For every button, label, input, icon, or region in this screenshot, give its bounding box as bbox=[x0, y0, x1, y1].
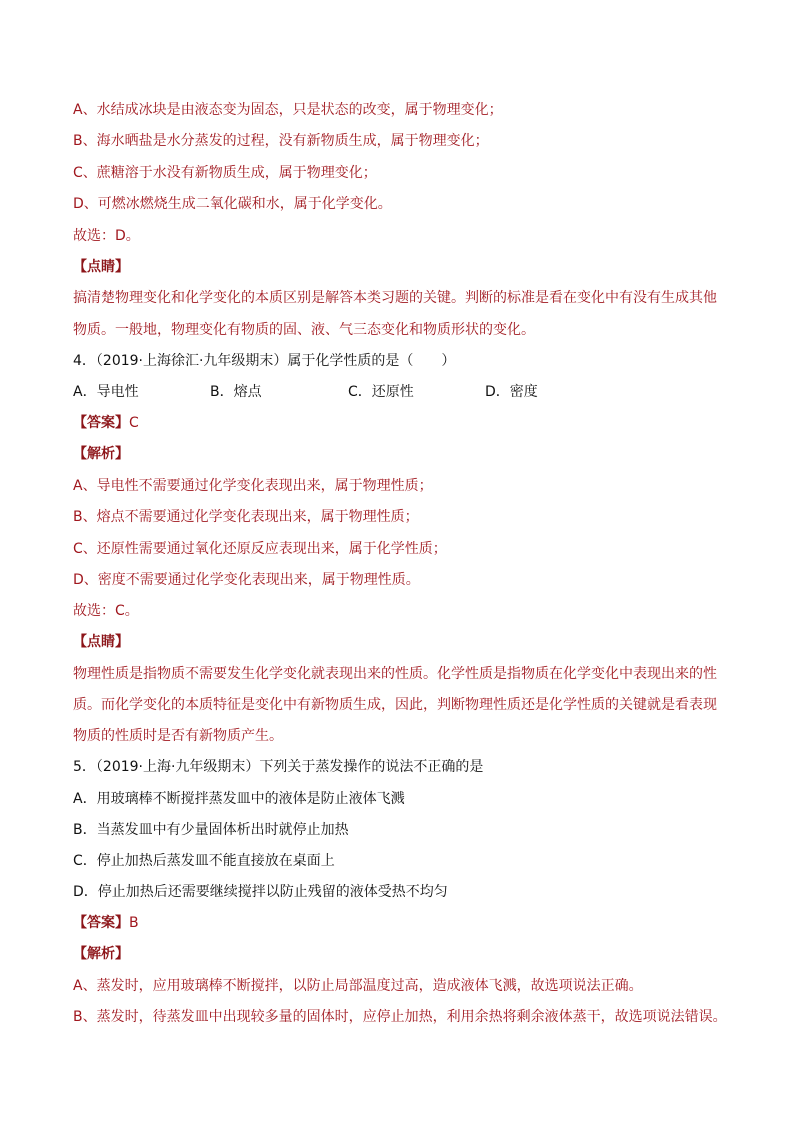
q4-comment-line-2: 质。而化学变化的本质特征是变化中有新物质生成，因此，判断物理性质还是化学性质的关键就是看表现 bbox=[73, 697, 717, 713]
q4-conclusion: 故选：C。 bbox=[73, 603, 139, 619]
q4-option-a: A．导电性 bbox=[73, 384, 139, 400]
q3-comment-label: 【点睛】 bbox=[73, 259, 129, 275]
q4-answer-label: 【答案】 bbox=[73, 415, 129, 431]
q5-option-b: B．当蒸发皿中有少量固体析出时就停止加热 bbox=[73, 822, 349, 838]
q3-comment-line-2: 物质。一般地，物理变化有物质的固、液、气三态变化和物质形状的变化。 bbox=[73, 322, 535, 338]
q3-analysis-line-b: B、海水晒盐是水分蒸发的过程，没有新物质生成，属于物理变化； bbox=[73, 133, 489, 149]
q4-answer bbox=[73, 414, 139, 432]
q4-stem: 4．（2019·上海徐汇·九年级期末）属于化学性质的是（ ） bbox=[73, 353, 456, 369]
q4-option-b: B．熔点 bbox=[210, 384, 262, 400]
q5-option-c: C．停止加热后蒸发皿不能直接放在桌面上 bbox=[73, 853, 335, 869]
q4-comment-label: 【点睛】 bbox=[73, 634, 129, 650]
q5-analysis-line-a: A、蒸发时，应用玻璃棒不断搅拌，以防止局部温度过高，造成液体飞溅，故选项说法正确。 bbox=[73, 978, 643, 994]
q4-analysis-line-b: B、熔点不需要通过化学变化表现出来，属于物理性质； bbox=[73, 509, 419, 525]
q3-analysis-line-a: A、水结成冰块是由液态变为固态，只是状态的改变，属于物理变化； bbox=[73, 102, 503, 118]
q3-comment-line-1: 搞清楚物理变化和化学变化的本质区别是解答本类习题的关键。判断的标准是看在变化中有没有生成其他 bbox=[73, 290, 717, 306]
q4-analysis-line-a: A、导电性不需要通过化学变化表现出来，属于物理性质； bbox=[73, 478, 433, 494]
q4-option-d: D．密度 bbox=[485, 384, 538, 400]
q5-option-a: A．用玻璃棒不断搅拌蒸发皿中的液体是防止液体飞溅 bbox=[73, 791, 405, 807]
q3-analysis-line-d: D、可燃冰燃烧生成二氧化碳和水，属于化学变化。 bbox=[73, 196, 392, 212]
q4-options bbox=[73, 383, 723, 401]
q5-option-d: D．停止加热后还需要继续搅拌以防止残留的液体受热不均匀 bbox=[73, 884, 448, 900]
q5-answer bbox=[73, 914, 139, 932]
q5-answer-label: 【答案】 bbox=[73, 915, 129, 931]
q5-analysis-line-b: B、蒸发时，待蒸发皿中出现较多量的固体时，应停止加热，利用余热将剩余液体蒸干，故选项说法错误。 bbox=[73, 1009, 727, 1025]
q5-stem: 5．（2019·上海·九年级期末）下列关于蒸发操作的说法不正确的是 bbox=[73, 759, 484, 775]
q4-option-c: C．还原性 bbox=[348, 384, 414, 400]
q4-answer-value: C bbox=[129, 415, 139, 431]
q5-analysis-label: 【解析】 bbox=[73, 946, 129, 962]
q4-analysis-line-d: D、密度不需要通过化学变化表现出来，属于物理性质。 bbox=[73, 572, 420, 588]
q4-comment-line-1: 物理性质是指物质不需要发生化学变化就表现出来的性质。化学性质是指物质在化学变化中表现出来的性 bbox=[73, 666, 717, 682]
q4-analysis-label: 【解析】 bbox=[73, 446, 129, 462]
q5-answer-value: B bbox=[129, 915, 139, 931]
q4-analysis-line-c: C、还原性需要通过氧化还原反应表现出来，属于化学性质； bbox=[73, 541, 447, 557]
q3-analysis-line-c: C、蔗糖溶于水没有新物质生成，属于物理变化； bbox=[73, 165, 377, 181]
q4-comment-line-3: 物质的性质时是否有新物质产生。 bbox=[73, 728, 283, 744]
q3-conclusion: 故选：D。 bbox=[73, 228, 140, 244]
